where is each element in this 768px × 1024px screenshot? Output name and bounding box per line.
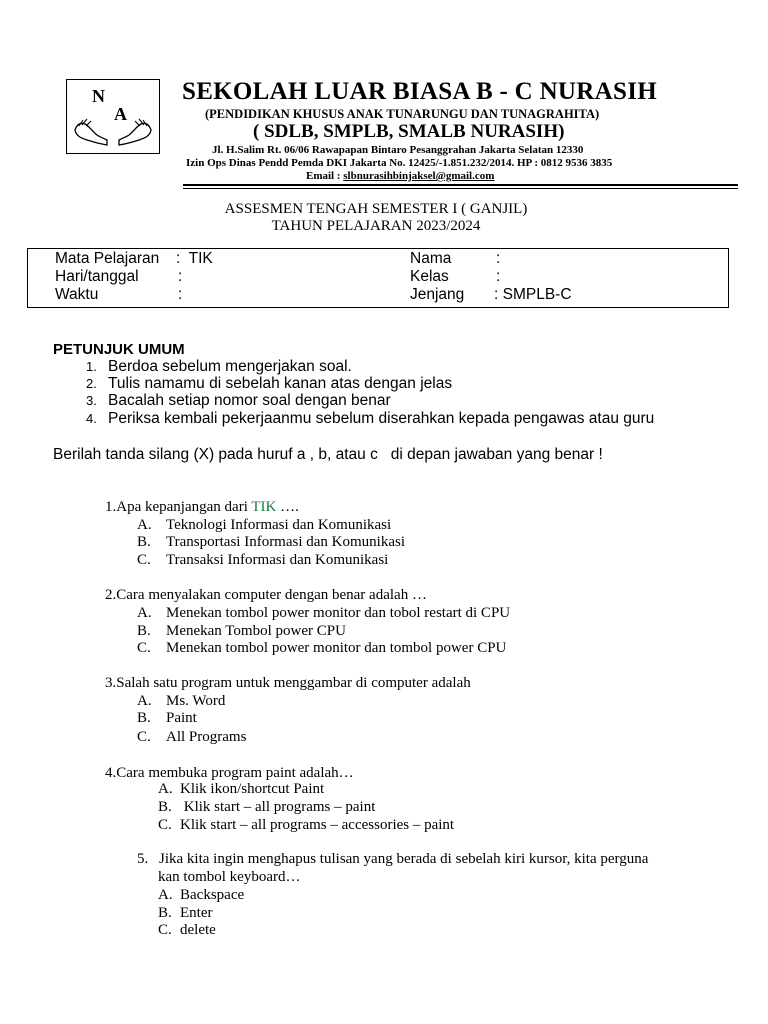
main-instruction: Berilah tanda silang (X) pada huruf a , b, atau c di depan jawaban yang benar ! xyxy=(53,446,603,463)
option-1b[interactable]: B. Transportasi Informasi dan Komunikasi xyxy=(137,534,406,550)
instruction-item: 2. Tulis namamu di sebelah kanan atas dengan jelas xyxy=(86,375,453,392)
question-number: 2. xyxy=(105,587,117,603)
question-4: 4.Cara membuka program paint adalah… xyxy=(105,765,354,781)
school-email xyxy=(306,170,494,182)
header-divider xyxy=(183,184,738,186)
option-1a[interactable]: A. Teknologi Informasi dan Komunikasi xyxy=(137,517,392,533)
question-1: 1.Apa kepanjangan dari TIK …. xyxy=(105,499,299,515)
question-number: 5. xyxy=(137,851,149,867)
question-number: 4. xyxy=(105,765,117,781)
option-3a[interactable]: A. Ms. Word xyxy=(137,693,226,709)
option-4c[interactable]: C. Klik start – all programs – accessories – paint xyxy=(158,817,455,833)
question-number: 1. xyxy=(105,499,117,515)
option-3b[interactable]: B. Paint xyxy=(137,710,197,726)
option-2a[interactable]: A. Menekan tombol power monitor dan tobol restart di CPU xyxy=(137,605,511,621)
mapel-label: Mata Pelajaran xyxy=(55,250,160,267)
highlight-tik: TIK xyxy=(251,499,277,515)
header-divider-thin xyxy=(183,188,738,189)
option-4a[interactable]: A. Klik ikon/shortcut Paint xyxy=(158,781,325,797)
instructions-title: PETUNJUK UMUM xyxy=(53,341,185,358)
option-2b[interactable]: B. Menekan Tombol power CPU xyxy=(137,623,346,639)
option-5c[interactable]: C. delete xyxy=(158,922,216,938)
option-5b[interactable]: B. Enter xyxy=(158,905,213,921)
option-2c[interactable]: C. Menekan tombol power monitor dan tombol power CPU xyxy=(137,640,507,656)
email-link[interactable]: slbnurasihbinjaksel@gmail.com xyxy=(343,170,495,182)
kelas-label: Kelas xyxy=(410,268,449,285)
school-subtitle: (PENDIDIKAN KHUSUS ANAK TUNARUNGU DAN TUNAGRAHITA) xyxy=(205,107,600,121)
school-name: SEKOLAH LUAR BIASA B - C NURASIH xyxy=(182,78,657,105)
instruction-item: 1. Berdoa sebelum mengerjakan soal. xyxy=(86,358,352,375)
nama-value[interactable]: : xyxy=(496,250,501,267)
instruction-item: 4. Periksa kembali pekerjaanmu sebelum diserahkan kepada pengawas atau guru xyxy=(86,410,655,427)
school-license: Izin Ops Dinas Pendd Pemda DKI Jakarta No. 12425/-1.851.232/2014. HP : 0812 9536 3835 xyxy=(186,157,613,169)
option-5a[interactable]: A. Backspace xyxy=(158,887,245,903)
question-2: 2.Cara menyalakan computer dengan benar adalah … xyxy=(105,587,427,603)
nama-label: Nama xyxy=(410,250,452,267)
school-address: Jl. H.Salim Rt. 06/06 Rawapapan Bintaro Pesanggrahan Jakarta Selatan 12330 xyxy=(212,144,584,156)
option-3c[interactable]: C. All Programs xyxy=(137,729,247,745)
hari-value[interactable]: : xyxy=(178,268,183,285)
option-4b[interactable]: B. Klik start – all programs – paint xyxy=(158,799,376,815)
logo-letter-a: A xyxy=(114,104,127,124)
email-label: Email : xyxy=(306,170,344,182)
school-logo xyxy=(66,79,160,154)
option-1c[interactable]: C. Transaksi Informasi dan Komunikasi xyxy=(137,552,389,568)
kelas-value[interactable]: : xyxy=(496,268,501,285)
exam-title: ASSESMEN TENGAH SEMESTER I ( GANJIL) xyxy=(224,201,528,217)
instruction-item: 3. Bacalah setiap nomor soal dengan benar xyxy=(86,392,391,409)
waktu-label: Waktu xyxy=(55,286,99,303)
question-number: 3. xyxy=(105,675,117,691)
hands-icon xyxy=(67,80,159,153)
waktu-value[interactable]: : xyxy=(178,286,183,303)
jenjang-value: : SMPLB-C xyxy=(494,286,572,303)
mapel-value: : TIK xyxy=(176,250,213,267)
school-units: ( SDLB, SMPLB, SMALB NURASIH) xyxy=(253,121,565,142)
hari-label: Hari/tanggal xyxy=(55,268,139,285)
question-5: 5. Jika kita ingin menghapus tulisan yang berada di sebelah kiri kursor, kita perguna xyxy=(137,851,649,867)
exam-year: TAHUN PELAJARAN 2023/2024 xyxy=(271,218,481,234)
jenjang-label: Jenjang xyxy=(410,286,465,303)
question-3: 3.Salah satu program untuk menggambar di computer adalah xyxy=(105,675,471,691)
question-5-continued: kan tombol keyboard… xyxy=(158,869,301,885)
logo-letter-n: N xyxy=(92,86,105,106)
